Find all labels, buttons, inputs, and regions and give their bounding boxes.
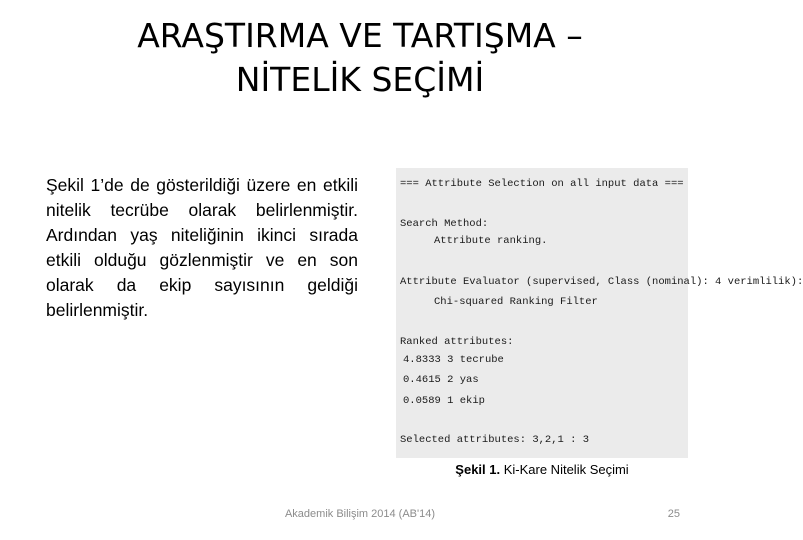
- ranked-index: 3: [447, 354, 454, 366]
- caption-text: Ki-Kare Nitelik Seçimi: [500, 462, 629, 477]
- slide-title: [60, 14, 660, 102]
- ranked-index: 1: [447, 395, 454, 407]
- caption-prefix: Şekil 1.: [455, 462, 501, 477]
- title-line-2: NİTELİK SEÇİMİ: [235, 60, 485, 99]
- ranked-label: Ranked attributes:: [400, 336, 514, 348]
- ranked-score: 4.8333: [403, 354, 441, 366]
- ranked-name: yas: [459, 374, 479, 386]
- selected-attributes: Selected attributes: 3,2,1 : 3: [400, 434, 590, 446]
- footer-conference: Akademik Bilişim 2014 (AB'14): [284, 508, 436, 520]
- ranked-row: [403, 374, 479, 386]
- ranked-index: 2: [447, 374, 454, 386]
- search-method-value: Attribute ranking.: [434, 235, 548, 247]
- ranked-score: 0.4615: [403, 374, 441, 386]
- page-number: 25: [667, 508, 680, 520]
- ranked-row: [403, 395, 485, 407]
- figure-caption: [396, 462, 688, 478]
- evaluator-value: Chi-squared Ranking Filter: [434, 296, 598, 308]
- search-method-label: Search Method:: [400, 218, 489, 230]
- evaluator-label: Attribute Evaluator (supervised, Class (nominal): 4 verimlilik):: [400, 276, 803, 288]
- weka-output-figure: [396, 168, 803, 458]
- ranked-row: [403, 354, 504, 366]
- ranked-name: tecrube: [459, 354, 504, 366]
- title-line-1: ARAŞTIRMA VE TARTIŞMA –: [137, 16, 583, 55]
- weka-header: === Attribute Selection on all input data ===: [400, 178, 684, 190]
- body-paragraph: Şekil 1’de de gösterildiği üzere en etkili nitelik tecrübe olarak belirlenmiştir. Ardından yaş niteliğinin ikinci sırada etkili olduğu gözlenmiştir ve en son olarak da ekip sayısının geldiği belirlenmiştir.: [46, 175, 358, 320]
- ranked-name: ekip: [459, 395, 485, 407]
- ranked-score: 0.0589: [403, 395, 441, 407]
